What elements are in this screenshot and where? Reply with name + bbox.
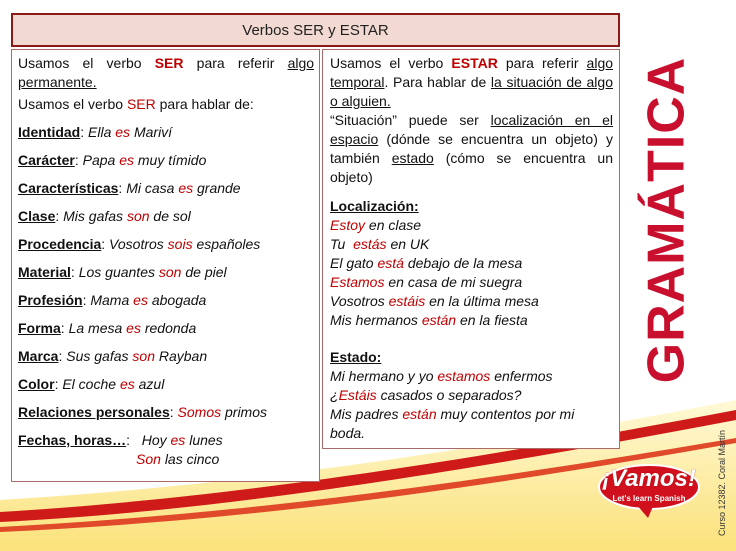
estar-example: Mis padres están muy contentos por mi boda.: [330, 406, 575, 441]
course-credit: [712, 420, 732, 545]
ser-item: Forma: La mesa es redonda: [18, 320, 197, 336]
course-credit-text: Curso 12382. Coral Martín: [717, 429, 727, 536]
estar-example: ¿Estáis casados o separados?: [330, 387, 522, 403]
ser-use-line: Usamos el verbo SER para hablar de:: [18, 96, 254, 112]
estar-example: Mis hermanos están en la fiesta: [330, 312, 528, 328]
ser-item: Características: Mi casa es grande: [18, 180, 241, 196]
ser-item: Carácter: Papa es muy tímido: [18, 152, 207, 168]
side-title-text: GRAMÁTICA: [637, 56, 695, 384]
ser-item: Identidad: Ella es Mariví: [18, 124, 173, 140]
estar-state-heading: Estado:: [330, 349, 382, 365]
ser-item: Marca: Sus gafas son Rayban: [18, 348, 208, 364]
ser-item: Relaciones personales: Somos primos: [18, 404, 268, 420]
estar-example: Tu estás en UK: [330, 236, 430, 252]
estar-state-list: [330, 367, 613, 443]
ser-item-dates: Fechas, horas…: Hoy es lunes: [18, 432, 223, 448]
estar-location-list: [330, 216, 613, 330]
ser-list: [18, 123, 314, 469]
estar-example: Estoy en clase: [330, 217, 422, 233]
vamos-logo: [596, 462, 702, 520]
estar-location-heading: Localización:: [330, 198, 419, 214]
estar-panel: [322, 49, 620, 449]
logo-text: ¡Vamos!: [602, 465, 696, 492]
ser-intro: Usamos el verbo SER para referir algo permanente.: [18, 55, 315, 90]
ser-item: Clase: Mis gafas son de sol: [18, 208, 191, 224]
estar-example: Vosotros estáis en la última mesa: [330, 293, 539, 309]
ser-item: Color: El coche es azul: [18, 376, 165, 392]
ser-panel: [11, 49, 320, 482]
estar-example: Mi hermano y yo estamos enfermos: [330, 368, 553, 384]
side-title: [630, 56, 702, 384]
ser-item: Profesión: Mama es abogada: [18, 292, 207, 308]
page-title: Verbos SER y ESTAR: [11, 13, 620, 47]
logo-tagline: Let's learn Spanish: [612, 494, 686, 503]
ser-item-dates-line2: Son las cinco: [136, 451, 220, 467]
estar-example: Estamos en casa de mi suegra: [330, 274, 523, 290]
ser-item: Procedencia: Vosotros sois españoles: [18, 236, 261, 252]
estar-example: El gato está debajo de la mesa: [330, 255, 523, 271]
estar-situation: “Situación” puede ser localización en el espacio (dónde se encuentra un objeto) y también estado (cómo se encuentra un objeto): [330, 112, 614, 185]
estar-intro: Usamos el verbo ESTAR para referir algo temporal. Para hablar de la situación de algo o alguien.: [330, 55, 614, 109]
ser-item: Material: Los guantes son de piel: [18, 264, 227, 280]
